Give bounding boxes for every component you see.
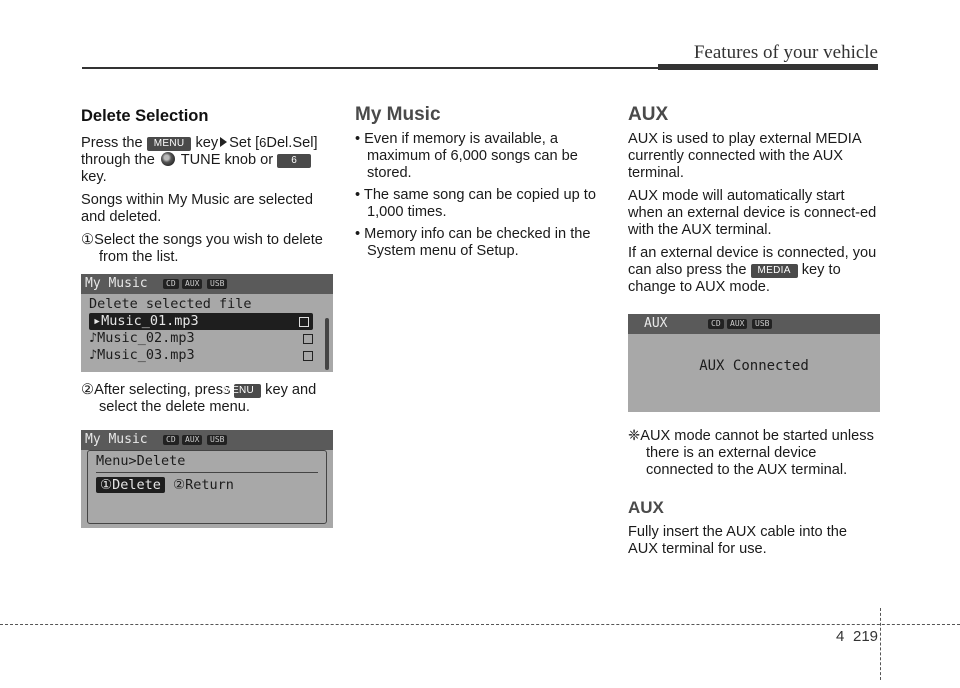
page-number: 219 xyxy=(853,628,879,645)
my-music-heading: My Music xyxy=(355,104,441,125)
step-1-number: ① xyxy=(81,232,95,248)
aux-tag: AUX xyxy=(182,435,202,445)
delete-selection-description: Songs within My Music are selected and deleted. xyxy=(81,192,313,225)
text-key: key xyxy=(195,135,219,151)
bullet-icon: • xyxy=(355,226,361,242)
aux-tag: AUX xyxy=(727,319,747,329)
delete-selection-instructions xyxy=(81,135,333,186)
return-option: ②Return xyxy=(173,477,234,493)
play-arrow-icon: ▸ xyxy=(93,313,102,329)
step-2-text: After selecting, press xyxy=(94,382,231,398)
footer-vertical-rule xyxy=(880,608,881,680)
music-note-icon: ♪ xyxy=(89,347,98,363)
cd-tag: CD xyxy=(163,435,179,445)
text-press: Press the xyxy=(81,135,143,151)
usb-tag: USB xyxy=(207,435,227,445)
aux-tag: AUX xyxy=(182,279,202,289)
footer-rule xyxy=(0,624,960,625)
bullet-icon: • xyxy=(355,131,361,147)
screen-header xyxy=(628,314,880,334)
text-set: Set [ xyxy=(229,135,260,151)
aux-paragraph-1: AUX is used to play external MEDIA currently connected with the AUX terminal. xyxy=(628,131,861,181)
song-row xyxy=(89,347,313,364)
text-key-end: key. xyxy=(81,169,107,185)
bullet-item xyxy=(355,187,607,221)
step-2-text-end: key and select the delete menu. xyxy=(99,382,317,415)
text-delsel: Del.Sel] xyxy=(266,135,318,151)
bullet-item xyxy=(355,226,607,260)
checkbox-icon xyxy=(303,334,313,344)
delete-option: ①Delete xyxy=(96,477,165,493)
music-note-icon: ♪ xyxy=(89,330,98,346)
aux-paragraph-3 xyxy=(628,245,880,296)
song-name: Music_02.mp3 xyxy=(97,330,195,346)
page-header-title: Features of your vehicle xyxy=(693,42,878,63)
screen-menu-line: Delete selected file xyxy=(89,296,252,312)
tune-knob-icon xyxy=(161,152,175,166)
text-through: through the xyxy=(81,152,155,168)
column-aux xyxy=(628,104,880,564)
usb-tag: USB xyxy=(752,319,772,329)
bullet-item xyxy=(355,131,607,182)
checkbox-icon xyxy=(299,317,309,327)
note-icon: ❈ xyxy=(628,428,641,444)
aux-paragraph-2: AUX mode will automatically start when an external device is connect-ed with the AUX terminal. xyxy=(628,188,877,238)
delete-options-row xyxy=(96,477,318,494)
checkbox-icon xyxy=(303,351,313,361)
screen-title: AUX xyxy=(644,316,668,331)
aux-connected-message: AUX Connected xyxy=(699,358,809,374)
text-p3-end: key to change to AUX mode. xyxy=(628,262,841,295)
screen-menu-line: Menu>Delete xyxy=(96,453,186,469)
step-2 xyxy=(81,382,333,416)
song-row xyxy=(89,330,313,347)
screen-title: My Music xyxy=(85,276,148,291)
cd-tag: CD xyxy=(708,319,724,329)
bullet-text: Memory info can be checked in the System menu of Setup. xyxy=(364,226,591,259)
usb-tag: USB xyxy=(207,279,227,289)
scrollbar-icon xyxy=(325,318,329,370)
note-text: AUX mode cannot be started unless there is an external device connected to the AUX terminal. xyxy=(640,428,874,478)
column-my-music xyxy=(355,104,607,265)
menu-key-icon: MENU xyxy=(234,384,261,398)
header-rule-accent xyxy=(658,64,878,70)
aux-paragraph-4: Fully insert the AUX cable into the AUX terminal for use. xyxy=(628,524,848,557)
arrow-right-icon xyxy=(220,137,227,147)
aux-note xyxy=(628,428,880,479)
screen-title: My Music xyxy=(85,432,148,447)
cd-tag: CD xyxy=(163,279,179,289)
aux-connected-screen xyxy=(628,314,880,412)
screen-header xyxy=(81,430,333,450)
menu-key-icon: MENU xyxy=(147,137,192,151)
song-name: Music_01.mp3 xyxy=(101,313,199,329)
text-p3: If an external device is connected, you can also press the xyxy=(628,245,877,278)
number-6-icon: 6 xyxy=(259,135,267,150)
delete-selection-heading: Delete Selection xyxy=(81,107,209,125)
text-tune: TUNE knob or xyxy=(180,152,274,168)
step-1 xyxy=(81,232,333,266)
step-2-number: ② xyxy=(81,382,95,398)
key-6-icon: 6 xyxy=(277,154,311,168)
song-name: Music_03.mp3 xyxy=(97,347,195,363)
step-1-text: Select the songs you wish to delete from the list. xyxy=(94,232,323,265)
bullet-icon: • xyxy=(355,187,361,203)
song-row-selected xyxy=(89,313,313,330)
bullet-text: Even if memory is available, a maximum of 6,000 songs can be stored. xyxy=(364,131,578,181)
my-music-menu-delete-screen xyxy=(81,430,333,528)
aux-heading-2: AUX xyxy=(628,498,664,517)
aux-heading: AUX xyxy=(628,104,669,125)
bullet-text: The same song can be copied up to 1,000 times. xyxy=(363,187,596,220)
media-key-icon: MEDIA xyxy=(751,264,798,278)
my-music-delete-screen xyxy=(81,274,333,372)
screen-header xyxy=(81,274,333,294)
column-delete-selection xyxy=(81,108,333,538)
chapter-number: 4 xyxy=(836,628,845,645)
